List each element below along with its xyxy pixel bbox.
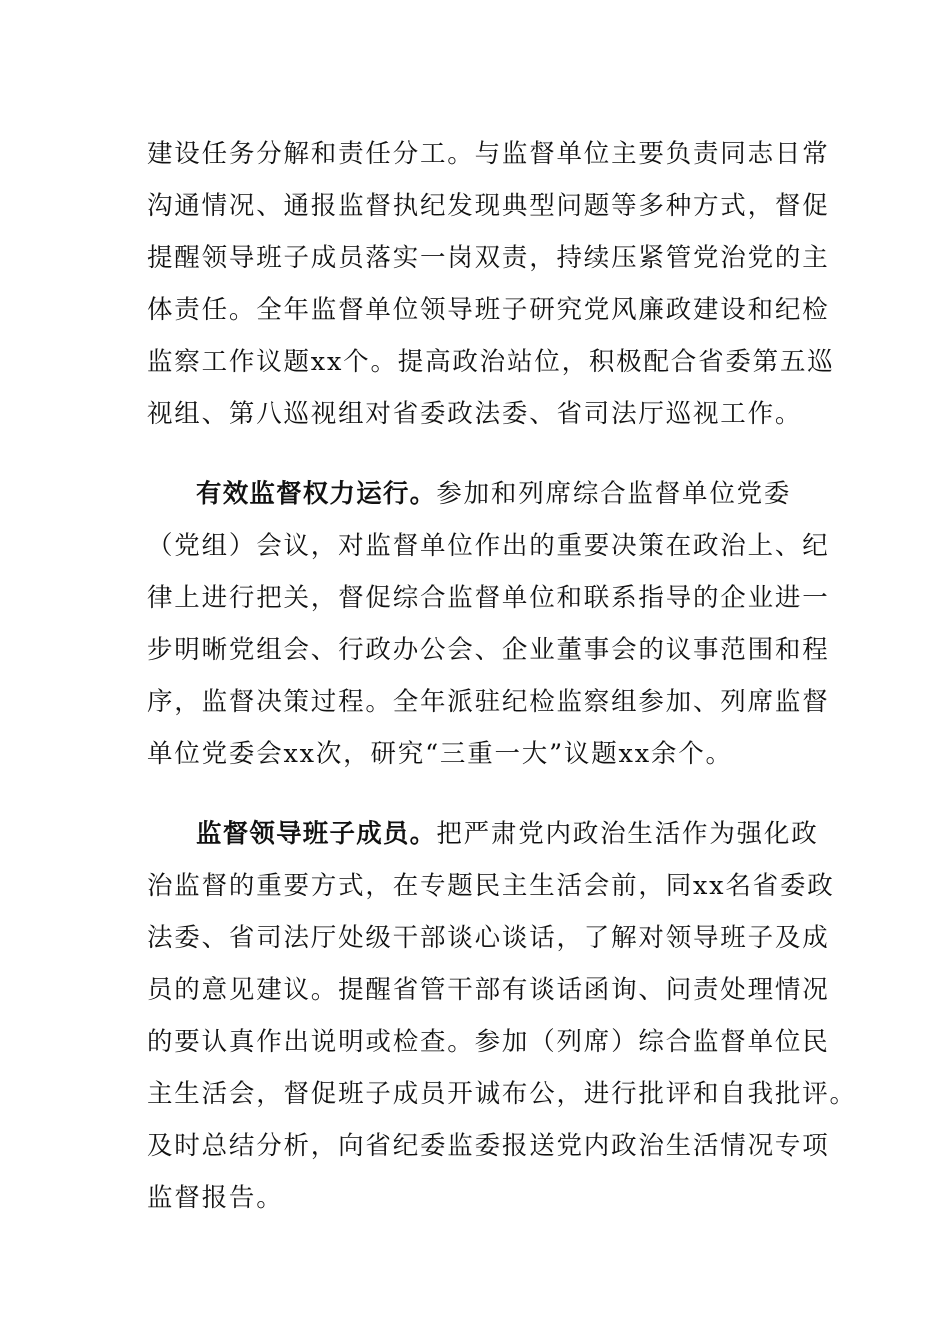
- paragraph-line: 视组、第八巡视组对省委政法委、省司法厅巡视工作。: [147, 399, 803, 429]
- paragraph-line: （党组）会议，对监督单位作出的重要决策在政治上、纪: [147, 531, 830, 561]
- paragraph-heading: 监督领导班子成员。: [196, 819, 437, 849]
- paragraph-line: 建设任务分解和责任分工。与监督单位主要负责同志日常: [147, 139, 830, 169]
- paragraph-line: 沟通情况、通报监督执纪发现典型问题等多种方式，督促: [147, 191, 830, 221]
- paragraph-gap: [147, 780, 807, 808]
- paragraph-line: 监察工作议题xx个。提高政治站位，积极配合省委第五巡: [147, 347, 835, 377]
- paragraph-2: [147, 468, 830, 780]
- paragraph-line: 律上进行把关，督促综合监督单位和联系指导的企业进一: [147, 583, 830, 613]
- paragraph-1: [147, 128, 835, 440]
- paragraph-line: 提醒领导班子成员落实一岗双责，持续压紧管党治党的主: [147, 243, 830, 273]
- document-body: [147, 128, 857, 1224]
- paragraph-3: [147, 808, 857, 1224]
- paragraph-line: 参加和列席综合监督单位党委: [436, 479, 792, 509]
- paragraph-line: 治监督的重要方式，在专题民主生活会前，同xx名省委政: [147, 871, 835, 901]
- paragraph-line: 及时总结分析，向省纪委监委报送党内政治生活情况专项: [147, 1131, 830, 1161]
- paragraph-line: 单位党委会xx次，研究“三重一大”议题xx余个。: [147, 739, 733, 769]
- paragraph-line: 体责任。全年监督单位领导班子研究党风廉政建设和纪检: [147, 295, 830, 325]
- paragraph-line: 把严肃党内政治生活作为强化政: [436, 819, 819, 849]
- paragraph-heading: 有效监督权力运行。: [196, 479, 437, 509]
- paragraph-gap: [147, 440, 807, 468]
- paragraph-line: 法委、省司法厅处级干部谈心谈话，了解对领导班子及成: [147, 923, 830, 953]
- paragraph-line: 监督报告。: [147, 1183, 284, 1213]
- paragraph-line: 的要认真作出说明或检查。参加（列席）综合监督单位民: [147, 1027, 830, 1057]
- paragraph-line: 序，监督决策过程。全年派驻纪检监察组参加、列席监督: [147, 687, 830, 717]
- paragraph-line: 主生活会，督促班子成员开诚布公，进行批评和自我批评。: [147, 1079, 857, 1109]
- paragraph-line: 步明晰党组会、行政办公会、企业董事会的议事范围和程: [147, 635, 830, 665]
- paragraph-first-line: [147, 468, 807, 520]
- paragraph-first-line: [147, 808, 819, 860]
- paragraph-line: 员的意见建议。提醒省管干部有谈话函询、问责处理情况: [147, 975, 830, 1005]
